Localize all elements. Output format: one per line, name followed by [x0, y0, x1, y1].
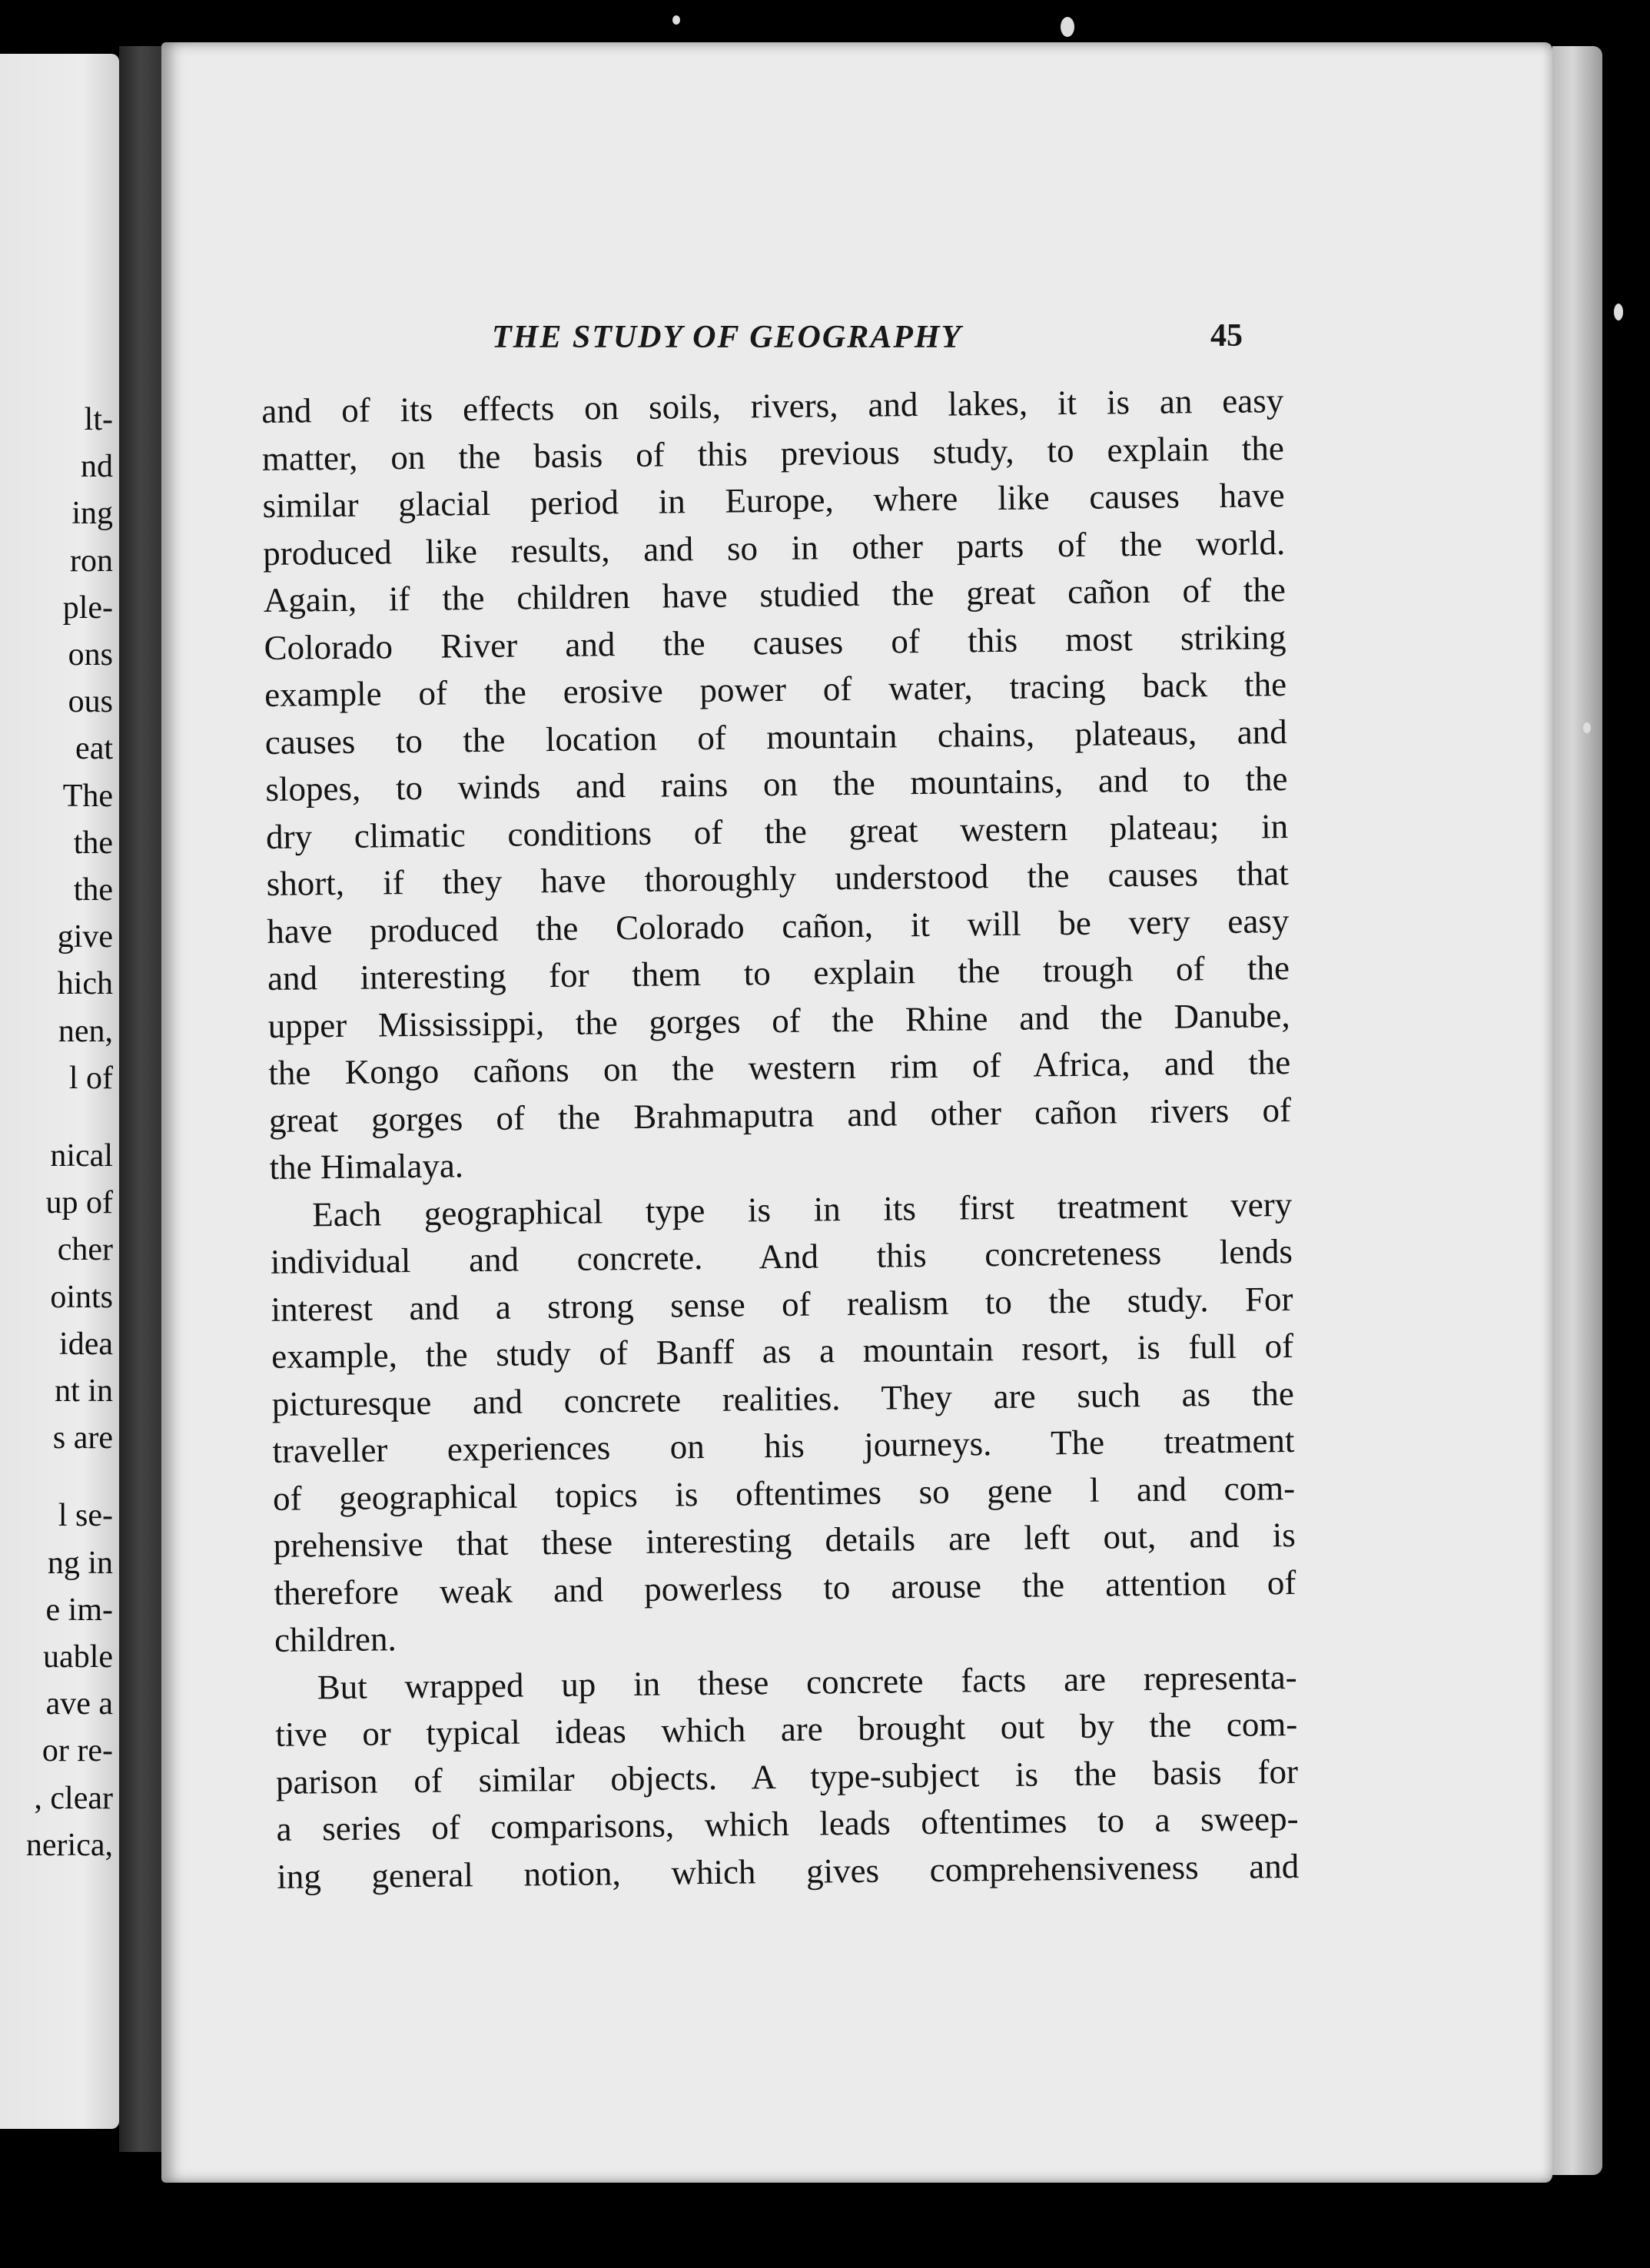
text-line: and of its effects on soils, rivers, and lakes, it is an easy	[261, 381, 1284, 430]
facing-page-line: idea	[59, 1326, 113, 1362]
text-line: therefore weak and powerless to arouse the attention of	[274, 1562, 1296, 1612]
running-title: THE STUDY OF GEOGRAPHY	[492, 320, 963, 355]
facing-page-line: nical	[50, 1138, 113, 1174]
body-text	[261, 377, 1300, 1901]
facing-page-line: the	[73, 825, 113, 861]
page-stack-edge	[1552, 46, 1602, 2175]
text-line: Again, if the children have studied the great cañon of the	[263, 570, 1286, 619]
text-line: similar glacial period in Europe, where like causes have	[262, 476, 1285, 525]
facing-page-line: the	[73, 872, 113, 908]
facing-page-line: cher	[57, 1232, 113, 1268]
facing-page-line: The	[62, 778, 113, 814]
dust-speck	[672, 15, 680, 25]
facing-page-line: hich	[57, 966, 113, 1002]
facing-page-line: oints	[50, 1279, 113, 1315]
text-line: Colorado River and the causes of this most striking	[264, 617, 1286, 667]
text-line: upper Mississippi, the gorges of the Rhine and the Danube,	[267, 995, 1290, 1045]
text-line: great gorges of the Brahmaputra and other cañon rivers of	[268, 1090, 1292, 1140]
facing-page-line: nt in	[55, 1373, 113, 1409]
facing-page-line: , clear	[34, 1780, 113, 1816]
facing-page-line: l of	[68, 1060, 113, 1096]
facing-page-line: ons	[68, 637, 113, 672]
page-number: 45	[1210, 318, 1243, 354]
facing-page-line: l se-	[58, 1498, 113, 1534]
text-line: slopes, to winds and rains on the mountains, and to the	[265, 759, 1288, 809]
facing-page-line: ron	[70, 543, 113, 579]
text-line: individual and concrete. And this concreteness lends	[270, 1232, 1293, 1281]
facing-page-line: eat	[75, 731, 113, 767]
dust-speck	[1061, 17, 1074, 37]
text-line: dry climatic conditions of the great western plateau; in	[265, 806, 1289, 856]
text-line: matter, on the basis of this previous study, to explain the	[261, 428, 1285, 478]
text-line: the Kongo cañons on the western rim of Africa, and the	[268, 1043, 1291, 1092]
facing-page-line: s are	[52, 1420, 113, 1456]
facing-page-line: ng in	[47, 1545, 113, 1581]
dust-speck	[1614, 304, 1623, 320]
text-line: a series of comparisons, which leads oftentimes to a sweep-	[276, 1798, 1299, 1848]
text-line: example of the erosive power of water, tracing back the	[264, 665, 1287, 714]
paragraph-first-line: But wrapped up in these concrete facts are representa-	[317, 1657, 1297, 1706]
text-line: have produced the Colorado cañon, it will be very easy	[267, 901, 1290, 951]
facing-page-line: ave a	[45, 1686, 113, 1722]
text-line: interest and a strong sense of realism to the study. For	[271, 1279, 1293, 1329]
text-line: prehensive that these interesting details are left out, and is	[273, 1515, 1296, 1565]
text-line: produced like results, and so in other parts of the world.	[262, 523, 1286, 573]
facing-page-line: uable	[43, 1639, 113, 1675]
text-line: picturesque and concrete realities. They are such as the	[271, 1373, 1295, 1423]
facing-page-line: ple-	[62, 589, 113, 626]
facing-page-line: lt-	[84, 402, 113, 437]
dust-speck	[1583, 722, 1591, 733]
text-line: causes to the location of mountain chains, plateaus, and	[264, 712, 1288, 762]
text-line: short, if they have thoroughly understood the causes that	[266, 854, 1289, 903]
facing-page-line: nd	[81, 449, 113, 485]
facing-page-line: ing	[71, 496, 113, 532]
facing-page-line: give	[57, 919, 113, 955]
facing-page-line: up of	[45, 1185, 113, 1221]
facing-page-line: nen,	[58, 1013, 113, 1049]
facing-page-line: or re-	[41, 1733, 113, 1769]
text-line: ing general notion, which gives comprehensiveness and	[277, 1846, 1300, 1896]
facing-page-line: nerica,	[25, 1827, 113, 1863]
facing-page-fragment	[0, 54, 119, 2129]
text-line: traveller experiences on his journeys. The treatment	[272, 1420, 1295, 1470]
text-line: and interesting for them to explain the trough of the	[267, 948, 1290, 998]
paragraph-end-line: the Himalaya.	[269, 1146, 464, 1187]
text-line: tive or typical ideas which are brought out by the com-	[275, 1704, 1298, 1754]
facing-page-line: e im-	[45, 1592, 113, 1628]
paragraph-end-line: children.	[274, 1619, 397, 1659]
text-line: of geographical topics is oftentimes so gene l and com-	[272, 1468, 1296, 1518]
facing-page-line: ous	[68, 684, 113, 720]
text-line: parison of similar objects. A type-subject is the basis for	[275, 1752, 1299, 1801]
text-line: example, the study of Banff as a mountain resort, is full of	[271, 1327, 1294, 1376]
paragraph-first-line: Each geographical type is in its first treatment very	[311, 1184, 1293, 1234]
